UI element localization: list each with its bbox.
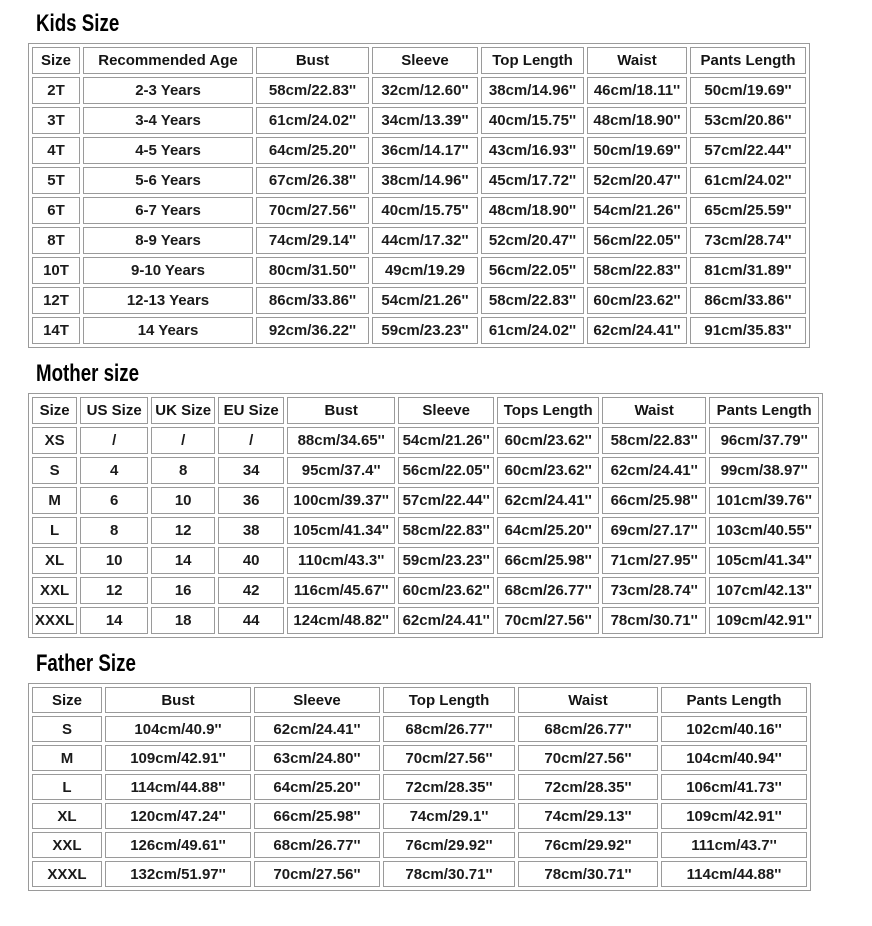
table-cell: 76cm/29.92'' <box>518 832 658 858</box>
table-cell: 95cm/37.4'' <box>287 457 395 484</box>
table-cell: 36cm/14.17'' <box>372 137 478 164</box>
table-cell: 78cm/30.71'' <box>383 861 515 887</box>
table-cell: L <box>32 517 77 544</box>
table-cell: 56cm/22.05'' <box>481 257 584 284</box>
table-row <box>32 227 806 254</box>
table-cell: 81cm/31.89'' <box>690 257 806 284</box>
table-row <box>32 832 807 858</box>
table-row <box>32 607 819 634</box>
column-header: Recommended Age <box>83 47 253 74</box>
table-cell: 66cm/25.98'' <box>254 803 380 829</box>
table-cell: 70cm/27.56'' <box>254 861 380 887</box>
table-cell: 8 <box>80 517 148 544</box>
table-cell: 44 <box>218 607 284 634</box>
table-cell: 10T <box>32 257 80 284</box>
column-header: Pants Length <box>661 687 807 713</box>
table-cell: 62cm/24.41'' <box>602 457 706 484</box>
table-cell: 96cm/37.79'' <box>709 427 819 454</box>
table-row <box>32 745 807 771</box>
table-cell: 73cm/28.74'' <box>690 227 806 254</box>
column-header: Top Length <box>383 687 515 713</box>
table-cell: XL <box>32 803 102 829</box>
table-cell: 59cm/23.23'' <box>398 547 494 574</box>
table-cell: 34 <box>218 457 284 484</box>
table-cell: 105cm/41.34'' <box>287 517 395 544</box>
table-cell: 102cm/40.16'' <box>661 716 807 742</box>
table-cell: 48cm/18.90'' <box>587 107 687 134</box>
table-row <box>32 167 806 194</box>
column-header: Bust <box>105 687 251 713</box>
table-cell: 76cm/29.92'' <box>383 832 515 858</box>
column-header: Top Length <box>481 47 584 74</box>
table-cell: 40cm/15.75'' <box>372 197 478 224</box>
table-cell: 56cm/22.05'' <box>398 457 494 484</box>
table-cell: 6-7 Years <box>83 197 253 224</box>
table-cell: 61cm/24.02'' <box>690 167 806 194</box>
table-cell: 66cm/25.98'' <box>497 547 599 574</box>
section-mother-size <box>28 360 872 638</box>
table-cell: 53cm/20.86'' <box>690 107 806 134</box>
table-cell: 8-9 Years <box>83 227 253 254</box>
table-cell: 70cm/27.56'' <box>518 745 658 771</box>
section-kids-size <box>28 10 872 348</box>
table-cell: 18 <box>151 607 215 634</box>
table-cell: 8T <box>32 227 80 254</box>
table-cell: 58cm/22.83'' <box>602 427 706 454</box>
table-cell: XL <box>32 547 77 574</box>
column-header: Waist <box>587 47 687 74</box>
table-cell: 74cm/29.13'' <box>518 803 658 829</box>
table-cell: 62cm/24.41'' <box>587 317 687 344</box>
header-row <box>32 47 806 74</box>
column-header: UK Size <box>151 397 215 424</box>
table-cell: 3-4 Years <box>83 107 253 134</box>
table-cell: 38cm/14.96'' <box>481 77 584 104</box>
mother-size-table <box>28 393 823 638</box>
table-cell: 12 <box>80 577 148 604</box>
table-cell: 110cm/43.3'' <box>287 547 395 574</box>
table-cell: 78cm/30.71'' <box>602 607 706 634</box>
table-cell: 126cm/49.61'' <box>105 832 251 858</box>
table-cell: 70cm/27.56'' <box>497 607 599 634</box>
table-cell: 42 <box>218 577 284 604</box>
table-cell: 107cm/42.13'' <box>709 577 819 604</box>
table-cell: 64cm/25.20'' <box>256 137 369 164</box>
table-cell: 63cm/24.80'' <box>254 745 380 771</box>
table-cell: 9-10 Years <box>83 257 253 284</box>
table-cell: 58cm/22.83'' <box>587 257 687 284</box>
table-cell: 88cm/34.65'' <box>287 427 395 454</box>
table-cell: 114cm/44.88'' <box>661 861 807 887</box>
table-cell: 57cm/22.44'' <box>690 137 806 164</box>
table-cell: 92cm/36.22'' <box>256 317 369 344</box>
table-cell: 74cm/29.1'' <box>383 803 515 829</box>
table-row <box>32 861 807 887</box>
table-cell: 60cm/23.62'' <box>587 287 687 314</box>
table-row <box>32 317 806 344</box>
table-cell: 105cm/41.34'' <box>709 547 819 574</box>
table-cell: 38 <box>218 517 284 544</box>
table-row <box>32 803 807 829</box>
table-cell: 80cm/31.50'' <box>256 257 369 284</box>
table-cell: 54cm/21.26'' <box>587 197 687 224</box>
column-header: Size <box>32 397 77 424</box>
table-cell: M <box>32 487 77 514</box>
table-cell: 46cm/18.11'' <box>587 77 687 104</box>
column-header: Waist <box>518 687 658 713</box>
table-cell: 64cm/25.20'' <box>254 774 380 800</box>
table-cell: 10 <box>151 487 215 514</box>
table-cell: 3T <box>32 107 80 134</box>
table-cell: 5T <box>32 167 80 194</box>
table-cell: 5-6 Years <box>83 167 253 194</box>
table-row <box>32 197 806 224</box>
table-cell: 4T <box>32 137 80 164</box>
table-cell: 48cm/18.90'' <box>481 197 584 224</box>
table-cell: 103cm/40.55'' <box>709 517 819 544</box>
section-father-size <box>28 650 872 891</box>
column-header: Bust <box>256 47 369 74</box>
column-header: EU Size <box>218 397 284 424</box>
table-cell: 14 <box>80 607 148 634</box>
column-header: US Size <box>80 397 148 424</box>
table-cell: 12 <box>151 517 215 544</box>
table-cell: 72cm/28.35'' <box>518 774 658 800</box>
table-cell: / <box>151 427 215 454</box>
table-row <box>32 487 819 514</box>
table-cell: S <box>32 457 77 484</box>
table-cell: 12T <box>32 287 80 314</box>
table-cell: 6 <box>80 487 148 514</box>
table-cell: 68cm/26.77'' <box>383 716 515 742</box>
table-row <box>32 107 806 134</box>
table-row <box>32 774 807 800</box>
table-cell: 32cm/12.60'' <box>372 77 478 104</box>
table-row <box>32 137 806 164</box>
table-cell: 2T <box>32 77 80 104</box>
column-header: Waist <box>602 397 706 424</box>
table-cell: 68cm/26.77'' <box>254 832 380 858</box>
table-cell: 45cm/17.72'' <box>481 167 584 194</box>
table-cell: 49cm/19.29 <box>372 257 478 284</box>
table-cell: 62cm/24.41'' <box>254 716 380 742</box>
table-cell: 120cm/47.24'' <box>105 803 251 829</box>
table-cell: 60cm/23.62'' <box>497 457 599 484</box>
table-cell: 62cm/24.41'' <box>497 487 599 514</box>
column-header: Sleeve <box>372 47 478 74</box>
column-header: Size <box>32 687 102 713</box>
table-cell: 106cm/41.73'' <box>661 774 807 800</box>
table-cell: 111cm/43.7'' <box>661 832 807 858</box>
table-cell: 61cm/24.02'' <box>256 107 369 134</box>
table-cell: 65cm/25.59'' <box>690 197 806 224</box>
column-header: Size <box>32 47 80 74</box>
table-cell: 40cm/15.75'' <box>481 107 584 134</box>
table-cell: 62cm/24.41'' <box>398 607 494 634</box>
table-cell: XXL <box>32 577 77 604</box>
table-cell: 54cm/21.26'' <box>372 287 478 314</box>
table-cell: 100cm/39.37'' <box>287 487 395 514</box>
mother-size-title: Mother size <box>36 360 139 387</box>
column-header: Sleeve <box>398 397 494 424</box>
table-cell: 104cm/40.94'' <box>661 745 807 771</box>
table-cell: 116cm/45.67'' <box>287 577 395 604</box>
header-row <box>32 687 807 713</box>
table-cell: 4-5 Years <box>83 137 253 164</box>
table-cell: 6T <box>32 197 80 224</box>
table-cell: 16 <box>151 577 215 604</box>
table-cell: 50cm/19.69'' <box>587 137 687 164</box>
table-cell: 44cm/17.32'' <box>372 227 478 254</box>
table-cell: 109cm/42.91'' <box>709 607 819 634</box>
table-cell: 78cm/30.71'' <box>518 861 658 887</box>
table-cell: L <box>32 774 102 800</box>
table-cell: 50cm/19.69'' <box>690 77 806 104</box>
column-header: Tops Length <box>497 397 599 424</box>
table-cell: 73cm/28.74'' <box>602 577 706 604</box>
table-cell: XXL <box>32 832 102 858</box>
table-cell: 109cm/42.91'' <box>105 745 251 771</box>
column-header: Bust <box>287 397 395 424</box>
table-cell: 69cm/27.17'' <box>602 517 706 544</box>
header-row <box>32 397 819 424</box>
table-cell: 91cm/35.83'' <box>690 317 806 344</box>
table-row <box>32 257 806 284</box>
table-cell: 14T <box>32 317 80 344</box>
table-row <box>32 77 806 104</box>
table-row <box>32 427 819 454</box>
table-row <box>32 287 806 314</box>
table-cell: 60cm/23.62'' <box>398 577 494 604</box>
table-cell: 58cm/22.83'' <box>481 287 584 314</box>
table-cell: XS <box>32 427 77 454</box>
table-cell: 64cm/25.20'' <box>497 517 599 544</box>
table-cell: 114cm/44.88'' <box>105 774 251 800</box>
column-header: Sleeve <box>254 687 380 713</box>
table-cell: 67cm/26.38'' <box>256 167 369 194</box>
table-cell: 72cm/28.35'' <box>383 774 515 800</box>
table-cell: 66cm/25.98'' <box>602 487 706 514</box>
table-cell: 57cm/22.44'' <box>398 487 494 514</box>
table-cell: 68cm/26.77'' <box>497 577 599 604</box>
table-cell: 4 <box>80 457 148 484</box>
table-cell: 56cm/22.05'' <box>587 227 687 254</box>
table-cell: 132cm/51.97'' <box>105 861 251 887</box>
table-cell: S <box>32 716 102 742</box>
column-header: Pants Length <box>709 397 819 424</box>
table-cell: 101cm/39.76'' <box>709 487 819 514</box>
table-row <box>32 547 819 574</box>
table-cell: / <box>218 427 284 454</box>
table-cell: XXXL <box>32 607 77 634</box>
table-cell: XXXL <box>32 861 102 887</box>
table-cell: 43cm/16.93'' <box>481 137 584 164</box>
kids-size-title: Kids Size <box>36 10 120 37</box>
kids-size-table <box>28 43 810 348</box>
table-cell: 70cm/27.56'' <box>256 197 369 224</box>
table-row <box>32 457 819 484</box>
table-cell: 99cm/38.97'' <box>709 457 819 484</box>
table-cell: 10 <box>80 547 148 574</box>
table-cell: 12-13 Years <box>83 287 253 314</box>
table-cell: 34cm/13.39'' <box>372 107 478 134</box>
table-cell: 68cm/26.77'' <box>518 716 658 742</box>
table-cell: 8 <box>151 457 215 484</box>
table-cell: 70cm/27.56'' <box>383 745 515 771</box>
table-cell: 74cm/29.14'' <box>256 227 369 254</box>
table-cell: 61cm/24.02'' <box>481 317 584 344</box>
table-cell: M <box>32 745 102 771</box>
table-cell: 14 <box>151 547 215 574</box>
father-size-table <box>28 683 811 891</box>
table-cell: 54cm/21.26'' <box>398 427 494 454</box>
table-cell: 71cm/27.95'' <box>602 547 706 574</box>
table-cell: 58cm/22.83'' <box>398 517 494 544</box>
table-cell: 2-3 Years <box>83 77 253 104</box>
father-size-title: Father Size <box>36 650 136 677</box>
table-cell: 86cm/33.86'' <box>256 287 369 314</box>
table-cell: 40 <box>218 547 284 574</box>
table-cell: 104cm/40.9'' <box>105 716 251 742</box>
table-row <box>32 716 807 742</box>
table-cell: 59cm/23.23'' <box>372 317 478 344</box>
table-cell: 124cm/48.82'' <box>287 607 395 634</box>
table-cell: 60cm/23.62'' <box>497 427 599 454</box>
table-cell: 58cm/22.83'' <box>256 77 369 104</box>
column-header: Pants Length <box>690 47 806 74</box>
table-row <box>32 577 819 604</box>
table-cell: / <box>80 427 148 454</box>
table-cell: 52cm/20.47'' <box>587 167 687 194</box>
table-row <box>32 517 819 544</box>
table-cell: 14 Years <box>83 317 253 344</box>
table-cell: 86cm/33.86'' <box>690 287 806 314</box>
table-cell: 52cm/20.47'' <box>481 227 584 254</box>
table-cell: 38cm/14.96'' <box>372 167 478 194</box>
table-cell: 109cm/42.91'' <box>661 803 807 829</box>
table-cell: 36 <box>218 487 284 514</box>
